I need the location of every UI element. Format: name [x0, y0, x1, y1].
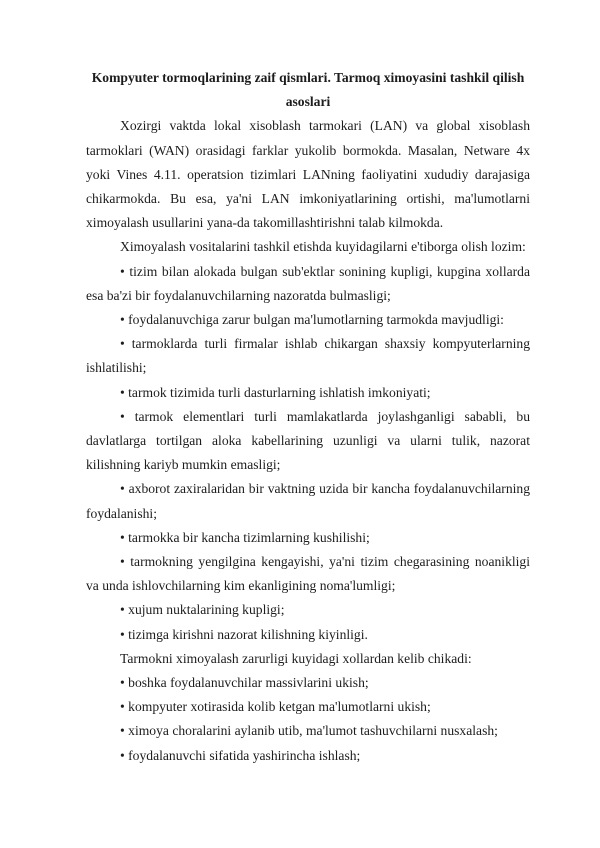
list-item: • tarmok elementlari turli mamlakatlarda joylashganligi sababli, bu davlatlarga tortilgan aloka kabellarining uzunligi va ularni tulik, nazorat kilishning kariyb mumkin emasligi; [86, 408, 530, 473]
list-item: • tarmokning yengilgina kengayishi, ya'ni tizim chegarasining noanikligi va unda ishlovchilarning kim ekanligining noma'lumligi; [86, 554, 530, 594]
paragraph: Tarmokni ximoyalash zarurligi kuyidagi xollardan kelib chikadi: [120, 650, 472, 666]
list-item: • tizimga kirishni nazorat kilishning kiyinligi. [120, 626, 368, 642]
list-item: • ximoya choralarini aylanib utib, ma'lumot tashuvchilarni nusxalash; [120, 723, 498, 739]
list-item: • xujum nuktalarining kupligi; [120, 602, 285, 618]
paragraph: Ximoyalash vositalarini tashkil etishda kuyidagilarni e'tiborga olish lozim: [120, 239, 526, 255]
list-item: • tizim bilan alokada bulgan sub'ektlar sonining kupligi, kupgina xollarda esa ba'zi bir foydalanuvchilarning nazoratda bulmasligi; [86, 263, 530, 303]
title-line-2: asoslari [285, 94, 331, 110]
list-item: • foydalanuvchi sifatida yashirincha ishlash; [120, 747, 361, 763]
document-title [86, 66, 530, 114]
list-item: • foydalanuvchiga zarur bulgan ma'lumotlarning tarmokda mavjudligi: [120, 312, 504, 328]
list-item: • boshka foydalanuvchilar massivlarini ukish; [120, 675, 369, 691]
paragraph: Xozirgi vaktda lokal xisoblash tarmokari (LAN) va global xisoblash tarmoklari (WAN) orasidagi farklar yukolib bormokda. Masalan, Netware 4x yoki Vines 4.11. operatsion tizimlari LANning faoliyatini xududiy darajasiga chikarmokda. Bu esa, ya'ni LAN imkoniyatlarining ortishi, ma'lumotlarni ximoyalash usullarini yana-da takomillashtirishni talab kilmokda. [86, 118, 530, 231]
title-line-1: Kompyuter tormoqlarining zaif qismlari. Tarmoq ximoyasini tashkil qilish [91, 70, 525, 85]
list-item: • tarmokka bir kancha tizimlarning kushilishi; [120, 529, 370, 545]
list-item: • kompyuter xotirasida kolib ketgan ma'lumotlarni ukish; [120, 699, 431, 715]
list-item: • tarmok tizimida turli dasturlarning ishlatish imkoniyati; [120, 384, 431, 400]
list-item: • axborot zaxiralaridan bir vaktning uzida bir kancha foydalanuvchilarning foydalanishi; [86, 481, 530, 521]
list-item: • tarmoklarda turli firmalar ishlab chikargan shaxsiy kompyuterlarning ishlatilishi; [86, 336, 530, 376]
